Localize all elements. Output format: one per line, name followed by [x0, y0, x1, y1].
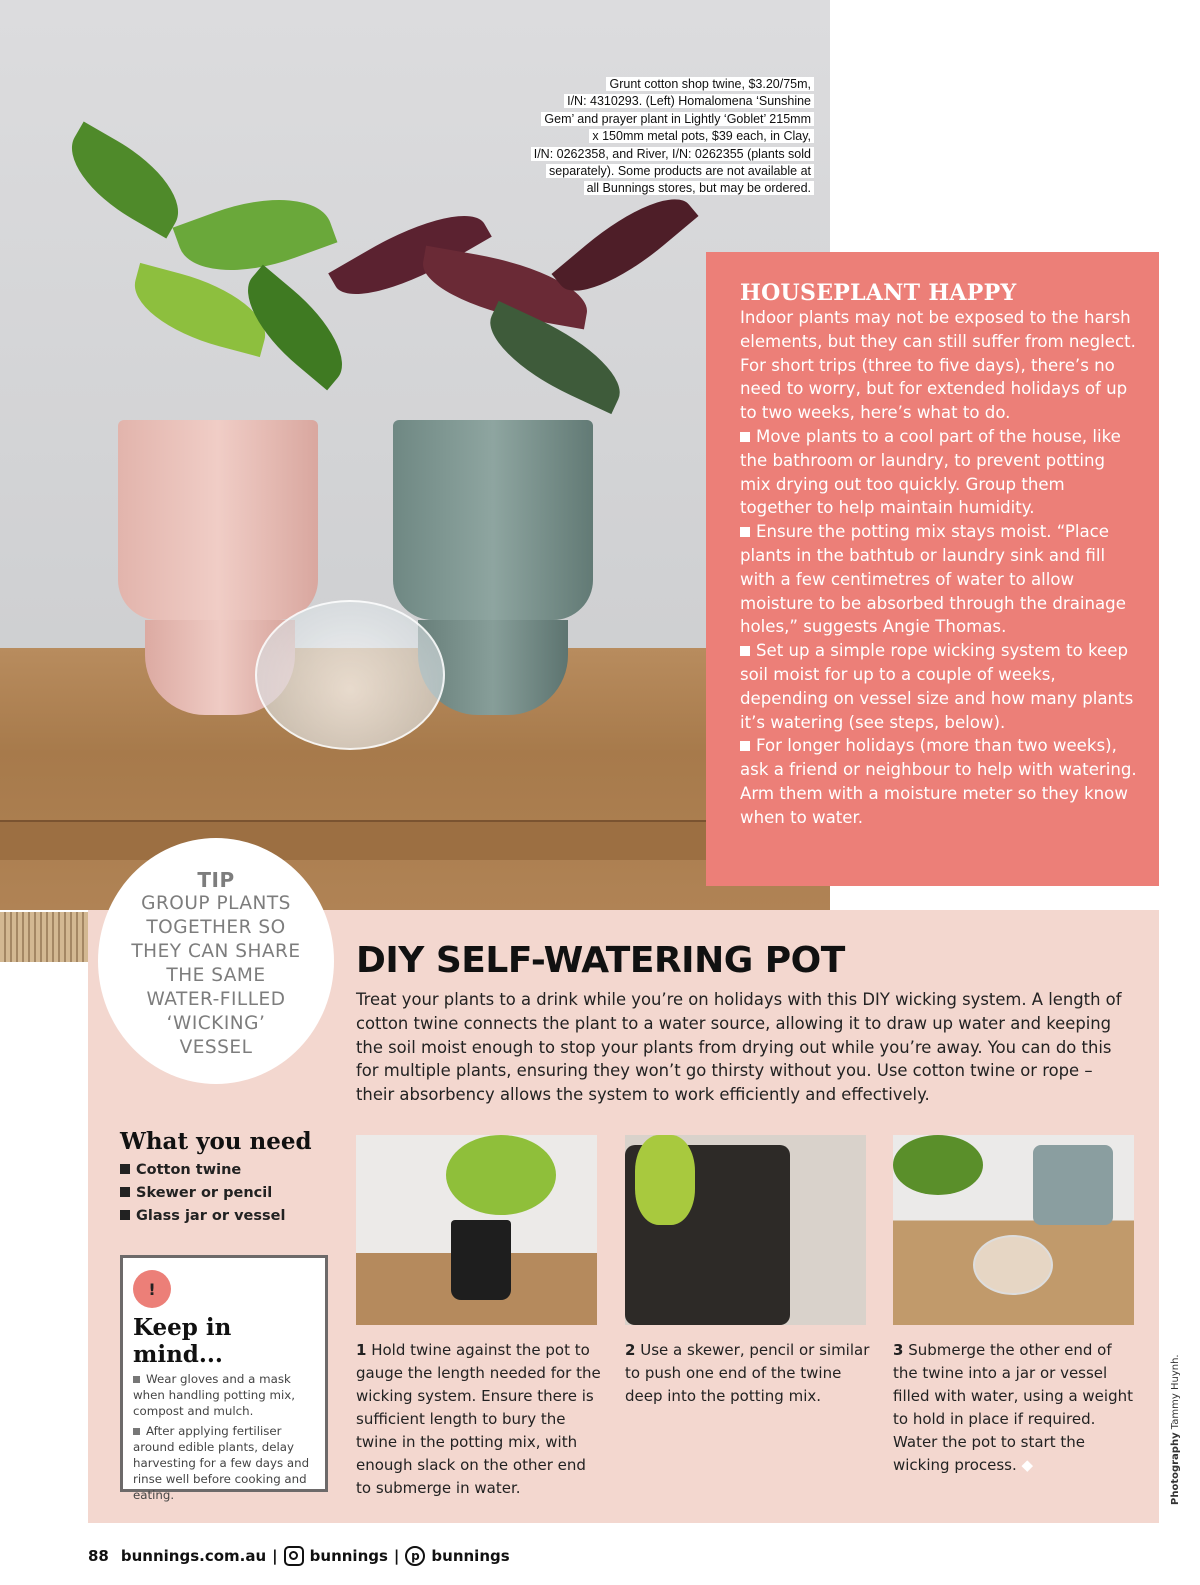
keep-item: After applying fertiliser around edible plants, delay harvesting for a few days and rinse well before cooking and eating.: [133, 1424, 310, 1502]
keep-title: Keep in mind...: [133, 1314, 232, 1368]
pinterest-handle[interactable]: bunnings: [431, 1547, 510, 1565]
article-title: DIY SELF-WATERING POT: [356, 940, 845, 981]
instagram-icon: [284, 1546, 304, 1566]
tip-line: VESSEL: [179, 1037, 253, 1058]
article-intro: Treat your plants to a drink while you’re on holidays with this DIY wicking system. A length of cotton twine connects the plant to a water source, allowing it to draw up water and keeping the soil moist enough to stop your plants from drying out while you’re away. You can do this for multiple plants, ensuring they won’t go thirsty without you. Use cotton twine or rope – their absorbency allows the system to work efficiently and effectively.: [356, 990, 1122, 1105]
page-number: 88: [88, 1547, 109, 1565]
sidebar-bullet: Ensure the potting mix stays moist. “Place plants in the bathtub or laundry sink and fill with a few centimetres of water to allow moisture to be absorbed through the drainage holes,” suggests Angie Thomas.: [740, 522, 1126, 637]
separator: |: [393, 1547, 400, 1565]
sidebar-bullet: Set up a simple rope wicking system to keep soil moist for up to a couple of weeks, depending on vessel size and how many plants it’s watering (see steps, below).: [740, 641, 1134, 732]
separator: |: [272, 1547, 278, 1565]
caption-line: separately). Some products are not available at: [546, 164, 814, 178]
keep-in-mind-box: [120, 1255, 328, 1502]
tip-line: THE SAME: [166, 965, 266, 986]
tip-circle: [98, 838, 334, 1084]
caption-line: I/N: 0262358, and River, I/N: 0262355 (plants sold: [531, 147, 814, 161]
photo-credit: Photography Tammy Huynh.: [1170, 1354, 1181, 1505]
need-item: Cotton twine: [120, 1159, 312, 1182]
caption-line: x 150mm metal pots, $39 each, in Clay,: [589, 129, 814, 143]
instagram-handle[interactable]: bunnings: [309, 1547, 388, 1565]
tip-line: GROUP PLANTS: [141, 893, 291, 914]
speech-bubble-alert-icon: !: [133, 1270, 171, 1308]
step-2-photo: [625, 1135, 866, 1325]
caption-line: all Bunnings stores, but may be ordered.: [584, 181, 814, 195]
need-title: What you need: [120, 1128, 312, 1155]
what-you-need: [120, 1128, 312, 1228]
step-1-photo: [356, 1135, 597, 1325]
pinterest-icon: p: [405, 1546, 425, 1566]
step-3-photo: [893, 1135, 1134, 1325]
caption-line: Grunt cotton shop twine, $3.20/75m,: [606, 77, 814, 91]
step-1: 1 Hold twine against the pot to gauge the length needed for the wicking system. Ensure there is sufficient length to bury the twine in the potting mix, with enough slack on the other end to submerge in water.: [356, 1341, 601, 1497]
end-diamond-icon: ◆: [1021, 1456, 1034, 1474]
sidebar-bullet: For longer holidays (more than two weeks), ask a friend or neighbour to help with watering. Arm them with a moisture meter so they know when to water.: [740, 736, 1137, 827]
pink-pot: [118, 420, 318, 620]
rattan-panel: [0, 912, 88, 962]
step-2: 2 Use a skewer, pencil or similar to push one end of the twine deep into the potting mix.: [625, 1341, 870, 1405]
tip-line: THEY CAN SHARE: [131, 941, 301, 962]
tip-line: ‘WICKING’: [166, 1013, 266, 1034]
sidebar-intro: Indoor plants may not be exposed to the harsh elements, but they can still suffer from neglect. For short trips (three to five days), there’s no need to worry, but for extended holidays of up to two weeks, here’s what to do.: [740, 308, 1136, 423]
photo-caption: [531, 76, 814, 198]
tip-label: TIP: [197, 868, 235, 892]
green-pot: [393, 420, 593, 620]
page-footer: [88, 1546, 510, 1566]
caption-line: Gem’ and prayer plant in Lightly ‘Goblet’ 215mm: [541, 112, 814, 126]
need-item: Glass jar or vessel: [120, 1205, 312, 1228]
step-3: 3 Submerge the other end of the twine into a jar or vessel filled with water, using a weight to hold in place if required. Water the pot to start the wicking process. ◆: [893, 1341, 1133, 1474]
sidebar-title: HOUSEPLANT HAPPY: [740, 280, 1017, 306]
sidebar-bullet: Move plants to a cool part of the house, like the bathroom or laundry, to prevent potting mix drying out too quickly. Group them together to help maintain humidity.: [740, 426, 1121, 518]
tip-line: WATER-FILLED: [146, 989, 286, 1010]
need-item: Skewer or pencil: [120, 1182, 312, 1205]
keep-item: Wear gloves and a mask when handling potting mix, compost and mulch.: [133, 1372, 295, 1418]
houseplant-happy-sidebar: [706, 252, 1159, 886]
website-link[interactable]: bunnings.com.au: [120, 1547, 267, 1565]
glass-bowl: [255, 600, 445, 750]
tip-line: TOGETHER SO: [146, 917, 286, 938]
caption-line: I/N: 4310293. (Left) Homalomena ‘Sunshine: [564, 94, 814, 108]
